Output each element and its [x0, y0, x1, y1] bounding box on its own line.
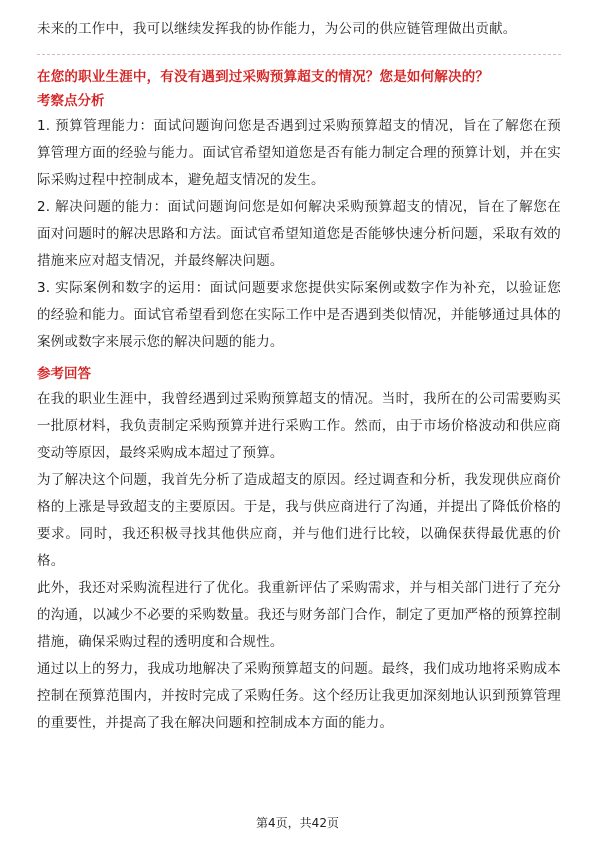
analysis-point: 2. 解决问题的能力：面试问题询问您是如何解决采购预算超支的情况，旨在了解您在面对问题时的解决思路和方法。面试官希望知道您是否能够快速分析问题，采取有效的措施来应对超支情况，并最终解决问题。 — [37, 199, 561, 269]
answer-paragraph: 在我的职业生涯中，我曾经遇到过采购预算超支的情况。当时，我所在的公司需要购买一批原材料，我负责制定采购预算并进行采购工作。然而，由于市场价格波动和供应商变动等原因，最终采购成本超过了预算。 — [37, 391, 561, 461]
answer-heading: 参考回答 — [37, 366, 91, 382]
answer-paragraph: 此外，我还对采购流程进行了优化。我重新评估了采购需求，并与相关部门进行了充分的沟通，以减少不必要的采购数量。我还与财务部门合作，制定了更加严格的预算控制措施，确保采购过程的透明度和合规性。 — [37, 580, 561, 650]
section-divider — [37, 54, 561, 55]
interview-question: 在您的职业生涯中，有没有遇到过采购预算超支的情况？您是如何解决的？ — [37, 69, 490, 85]
analysis-point: 1. 预算管理能力：面试问题询问您是否遇到过采购预算超支的情况，旨在了解您在预算管理方面的经验与能力。面试官希望知道您是否有能力制定合理的预算计划，并在实际采购过程中控制成本，避免超支情况的发生。 — [37, 118, 561, 188]
analysis-heading: 考察点分析 — [37, 93, 105, 109]
analysis-point: 3. 实际案例和数字的运用：面试问题要求您提供实际案例或数字作为补充，以验证您的经验和能力。面试官希望看到您在实际工作中是否遇到类似情况，并能够通过具体的案例或数字来展示您的解决问题的能力。 — [37, 280, 561, 350]
intro-paragraph: 未来的工作中，我可以继续发挥我的协作能力，为公司的供应链管理做出贡献。 — [37, 21, 517, 37]
page-number: 第4页，共42页 — [256, 816, 339, 830]
document-page — [37, 16, 561, 737]
answer-paragraph: 通过以上的努力，我成功地解决了采购预算超支的问题。最终，我们成功地将采购成本控制在预算范围内，并按时完成了采购任务。这个经历让我更加深刻地认识到预算管理的重要性，并提高了我在解决问题和控制成本方面的能力。 — [37, 661, 561, 731]
answer-paragraph: 为了解决这个问题，我首先分析了造成超支的原因。经过调查和分析，我发现供应商价格的上涨是导致超支的主要原因。于是，我与供应商进行了沟通，并提出了降低价格的要求。同时，我还积极寻找其他供应商，并与他们进行比较，以确保获得最优惠的价格。 — [37, 472, 561, 569]
